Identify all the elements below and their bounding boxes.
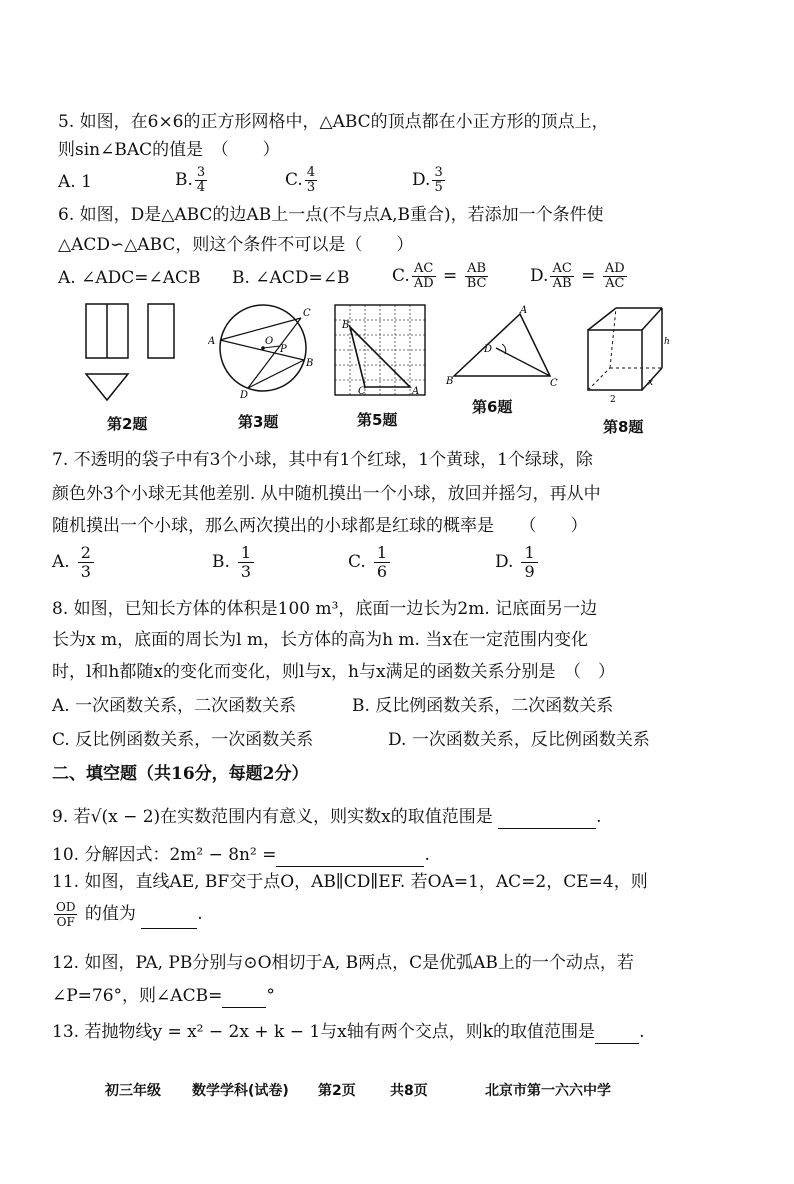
section-2-heading: 二、填空题（共16分，每题2分） bbox=[52, 764, 309, 784]
figure-5-caption: 第5题 bbox=[357, 411, 398, 429]
label-a: A bbox=[208, 336, 216, 347]
q7-line2: 颜色外3个小球无其他差别. 从中随机摸出一个小球，放回并摇匀，再从中 bbox=[52, 484, 601, 504]
label-c: C bbox=[550, 378, 558, 389]
q9: 9. 若√(x − 2)在实数范围内有意义，则实数x的取值范围是 . bbox=[52, 807, 602, 827]
label-b: B bbox=[446, 376, 454, 387]
label-d: D bbox=[484, 344, 493, 355]
figure-6-triangle bbox=[444, 304, 564, 392]
figure-2-caption: 第2题 bbox=[107, 415, 148, 433]
figure-8-cuboid bbox=[582, 302, 678, 410]
q7-option-c: C. $\frac{1}{6}$ bbox=[348, 544, 390, 581]
q10: 10. 分解因式：2m² − 8n² = . bbox=[52, 845, 430, 865]
figure-8-caption: 第8题 bbox=[603, 418, 644, 436]
side-view bbox=[148, 304, 174, 358]
figure-3-circle bbox=[208, 298, 318, 402]
figure-3-caption: 第3题 bbox=[238, 413, 279, 431]
q5-option-b: B. $\frac{3}{4}$ bbox=[175, 165, 206, 195]
label-o: O bbox=[265, 336, 274, 347]
q13-answer-blank[interactable] bbox=[595, 1025, 639, 1044]
q7-option-d: D. $\frac{1}{9}$ bbox=[495, 544, 538, 581]
q8-option-a: A. 一次函数关系，二次函数关系 bbox=[52, 696, 297, 716]
q6-option-d: D. $\frac{AC}{AB}$ = $\frac{AD}{AC}$ bbox=[530, 261, 625, 291]
q13: 13. 若抛物线y = x² − 2x + k − 1与x轴有两个交点，则k的取值范围是 . bbox=[52, 1022, 645, 1042]
q6-line2: △ACD∽△ABC，则这个条件不可以是（ ） bbox=[58, 235, 414, 255]
footer-subject: 数学学科(试卷) bbox=[192, 1083, 289, 1099]
front-face bbox=[588, 330, 642, 390]
triangle-abc bbox=[454, 314, 550, 376]
q12-line1: 12. 如图，PA, PB分别与⊙O相切于A, B两点，C是优弧AB上的一个动点，若 bbox=[52, 953, 634, 973]
q11-line2: $\frac{OD}{OF}$ 的值为 . bbox=[56, 900, 203, 929]
q11-answer-blank[interactable] bbox=[141, 910, 197, 929]
footer-school: 北京市第一六六中学 bbox=[485, 1083, 611, 1099]
q6-option-b: B. ∠ACD=∠B bbox=[232, 268, 350, 288]
q5-option-c: C. $\frac{4}{3}$ bbox=[285, 165, 316, 195]
label-c: C bbox=[358, 386, 366, 396]
label-p: P bbox=[280, 344, 287, 355]
q8-line3: 时，l和h都随x的变化而变化，则l与x，h与x满足的函数关系分别是 （ ） bbox=[52, 662, 616, 682]
q7-line1: 7. 不透明的袋子中有3个小球，其中有1个红球，1个黄球，1个绿球，除 bbox=[52, 450, 593, 470]
q12-line2: ∠P=76°，则∠ACB= ° bbox=[52, 986, 275, 1006]
grid-lines bbox=[335, 305, 425, 395]
figure-5-grid bbox=[334, 304, 426, 396]
q8-option-c: C. 反比例函数关系，一次函数关系 bbox=[52, 730, 314, 750]
q12-answer-blank[interactable] bbox=[222, 989, 266, 1008]
q11-line1: 11. 如图，直线AE, BF交于点O，AB∥CD∥EF. 若OA=1，AC=2，CE=4，则 bbox=[52, 872, 648, 892]
top-view bbox=[86, 374, 128, 400]
q10-answer-blank[interactable] bbox=[276, 848, 424, 867]
label-a: A bbox=[520, 305, 528, 316]
q8-line1: 8. 如图，已知长方体的体积是100 m³，底面一边长为2m. 记底面另一边 bbox=[52, 599, 598, 619]
q5-line1: 5. 如图，在6×6的正方形网格中，△ABC的顶点都在小正方形的顶点上， bbox=[58, 112, 609, 132]
q8-line2: 长为x m，底面的周长为l m，长方体的高为h m. 当x在一定范围内变化 bbox=[52, 630, 588, 650]
label-h: h bbox=[664, 337, 670, 347]
label-b: B bbox=[342, 320, 350, 331]
q8-option-d: D. 一次函数关系，反比例函数关系 bbox=[388, 730, 650, 750]
q6-option-c: C. $\frac{AC}{AD}$ = $\frac{AB}{BC}$ bbox=[392, 261, 487, 291]
q5-option-a: A. 1 bbox=[58, 172, 92, 192]
label-b: B bbox=[306, 358, 314, 369]
q8-option-b: B. 反比例函数关系，二次函数关系 bbox=[352, 696, 614, 716]
q6-line1: 6. 如图，D是△ABC的边AB上一点(不与点A,B重合)，若添加一个条件使 bbox=[58, 205, 604, 225]
q5-option-d: D. $\frac{3}{5}$ bbox=[412, 165, 443, 195]
segment-cd bbox=[496, 348, 550, 376]
q6-option-a: A. ∠ADC=∠ACB bbox=[58, 268, 201, 288]
footer-page-number: 第2页 bbox=[318, 1083, 356, 1099]
label-c: C bbox=[303, 308, 311, 319]
footer-total-pages: 共8页 bbox=[390, 1083, 428, 1099]
q9-answer-blank[interactable] bbox=[498, 810, 596, 829]
footer-grade: 初三年级 bbox=[105, 1083, 161, 1099]
label-x: x bbox=[648, 378, 654, 388]
label-a: A bbox=[412, 386, 420, 396]
label-two: 2 bbox=[610, 395, 616, 405]
figure-2-three-views bbox=[78, 302, 188, 406]
q7-line3: 随机摸出一个小球，那么两次摸出的小球都是红球的概率是 （ ） bbox=[52, 516, 588, 536]
label-d: D bbox=[240, 390, 249, 401]
q7-option-a: A. $\frac{2}{3}$ bbox=[52, 544, 94, 581]
figure-6-caption: 第6题 bbox=[472, 398, 513, 416]
q7-option-b: B. $\frac{1}{3}$ bbox=[212, 544, 254, 581]
q5-line2: 则sin∠BAC的值是 （ ） bbox=[58, 140, 280, 160]
